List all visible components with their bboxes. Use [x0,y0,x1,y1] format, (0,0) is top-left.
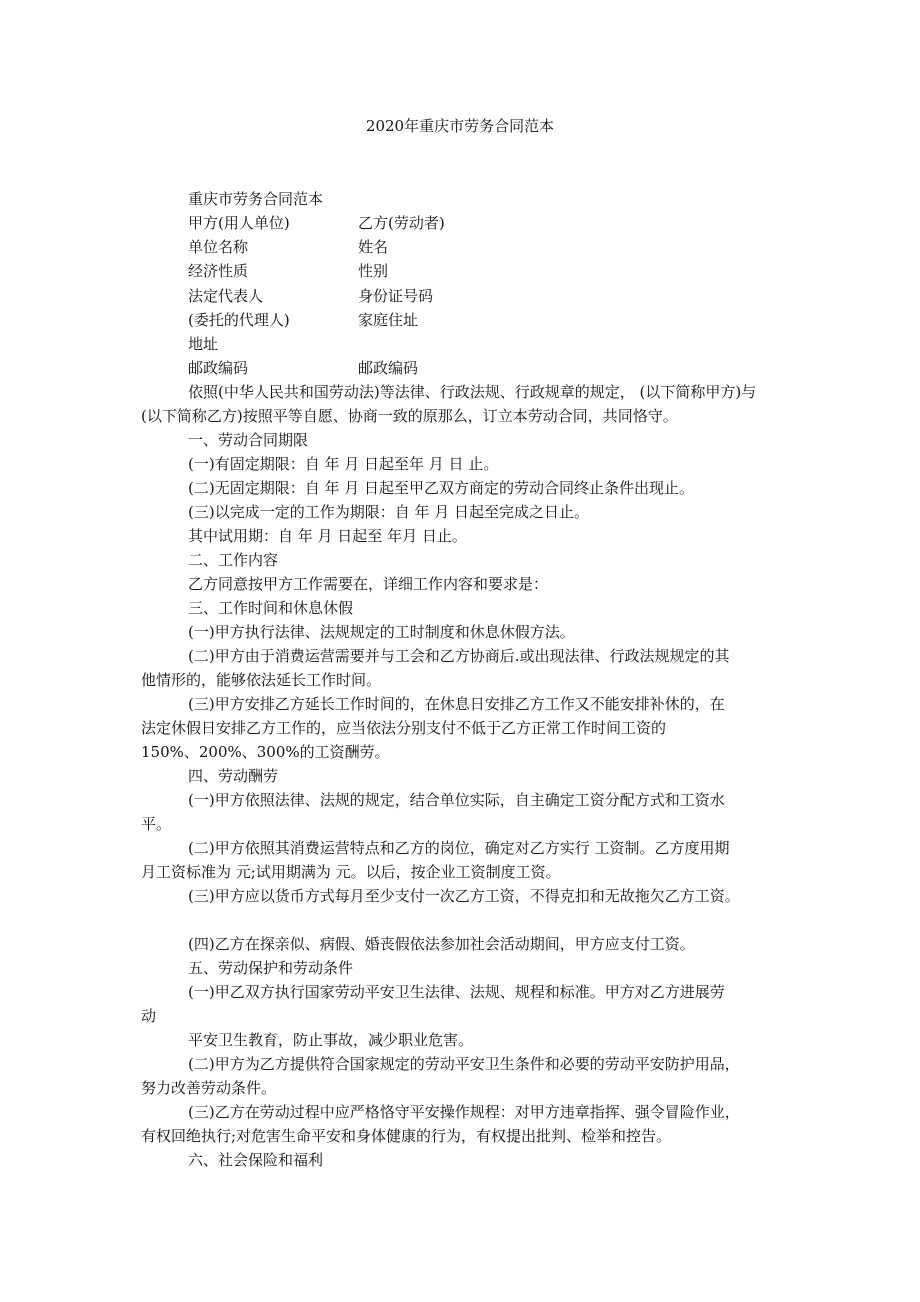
party-a-heading: 甲方(用人单位) [188,214,290,232]
section-heading: 五、劳动保护和劳动条件 [188,959,354,977]
contract-subtitle: 重庆市劳务合同范本 [188,190,324,208]
body-line: 动 [141,1007,157,1025]
body-line: 努力改善劳动条件。 [141,1079,277,1097]
body-line: (一)有固定期限：自 年 月 日起至年 月 日 止。 [188,455,499,473]
field-b-gender: 性别 [358,262,389,280]
field-b-home-address: 家庭住址 [358,311,419,329]
body-line: 乙方同意按甲方工作需要在，详细工作内容和要求是： [188,575,549,593]
field-a-legal-representative: 法定代表人 [188,287,264,305]
field-a-address: 地址 [188,335,219,353]
body-line: 其中试用期：自 年 月 日起至 年月 日止。 [188,527,467,545]
body-line: (二)无固定期限：自 年 月 日起至甲乙双方商定的劳动合同终止条件出现止。 [188,479,695,497]
field-a-agent: (委托的代理人) [188,311,290,329]
section-heading: 一、劳动合同期限 [188,431,309,449]
field-a-company-name: 单位名称 [188,238,249,256]
body-line: 他情形的，能够依法延长工作时间。 [141,671,382,689]
body-line: (二)甲方由于消费运营需要并与工会和乙方协商后.或出现法律、行政法规规定的其 [188,647,730,665]
body-line: (四)乙方在探亲似、病假、婚丧假依法参加社会活动期间，甲方应支付工资。 [188,935,695,953]
body-line: (三)以完成一定的工作为期限：自 年 月 日起至完成之日止。 [188,503,590,521]
body-line: (三)甲方安排乙方延长工作时间的，在休息日安排乙方工作又不能安排补休的，在 [188,695,725,713]
body-line: 依照(中华人民共和国劳动法)等法律、行政法规、行政规章的规定， (以下简称甲方)与 [188,383,757,401]
party-b-heading: 乙方(劳动者) [358,214,445,232]
body-line: 法定休假日安排乙方工作的，应当依法分别支付不低于乙方正常工作时间工资的 [141,719,667,737]
body-line: (二)甲方为乙方提供符合国家规定的劳动平安卫生条件和必要的劳动平安防护用品， [188,1055,740,1073]
body-line: 平。 [141,815,172,833]
field-a-postcode: 邮政编码 [188,359,249,377]
document-title: 2020年重庆市劳务合同范本 [365,117,555,135]
body-line: (以下简称乙方)按照平等自愿、协商一致的原那么，订立本劳动合同，共同恪守。 [141,407,678,425]
section-heading: 四、劳动酬劳 [188,767,279,785]
body-line: 平安卫生教育，防止事故，减少职业危害。 [188,1031,474,1049]
field-b-id-number: 身份证号码 [358,287,434,305]
body-line: (一)甲乙双方执行国家劳动平安卫生法律、法规、规程和标准。甲方对乙方进展劳 [188,983,725,1001]
section-heading: 六、社会保险和福利 [188,1151,324,1169]
body-line: 150%、200%、300%的工资酬劳。 [141,743,390,761]
section-heading: 二、工作内容 [188,551,279,569]
section-heading: 三、工作时间和休息休假 [188,599,354,617]
field-b-name: 姓名 [358,238,389,256]
body-line: (一)甲方执行法律、法规规定的工时制度和休息休假方法。 [188,623,575,641]
body-line: (三)乙方在劳动过程中应严格恪守平安操作规程：对甲方违章指挥、强令冒险作业， [188,1103,740,1121]
body-line: (一)甲方依照法律、法规的规定，结合单位实际，自主确定工资分配方式和工资水 [188,791,725,809]
body-line: (二)甲方依照其消费运营特点和乙方的岗位，确定对乙方实行 工资制。乙方度用期 [188,839,730,857]
body-line: 有权回绝执行;对危害生命平安和身体健康的行为，有权提出批判、检举和控告。 [141,1127,672,1145]
field-a-economic-nature: 经济性质 [188,262,249,280]
field-b-postcode: 邮政编码 [358,359,419,377]
body-line: (三)甲方应以货币方式每月至少支付一次乙方工资，不得克扣和无故拖欠乙方工资。 [188,887,740,905]
body-line: 月工资标准为 元;试用期满为 元。以后，按企业工资制度工资。 [141,863,561,881]
